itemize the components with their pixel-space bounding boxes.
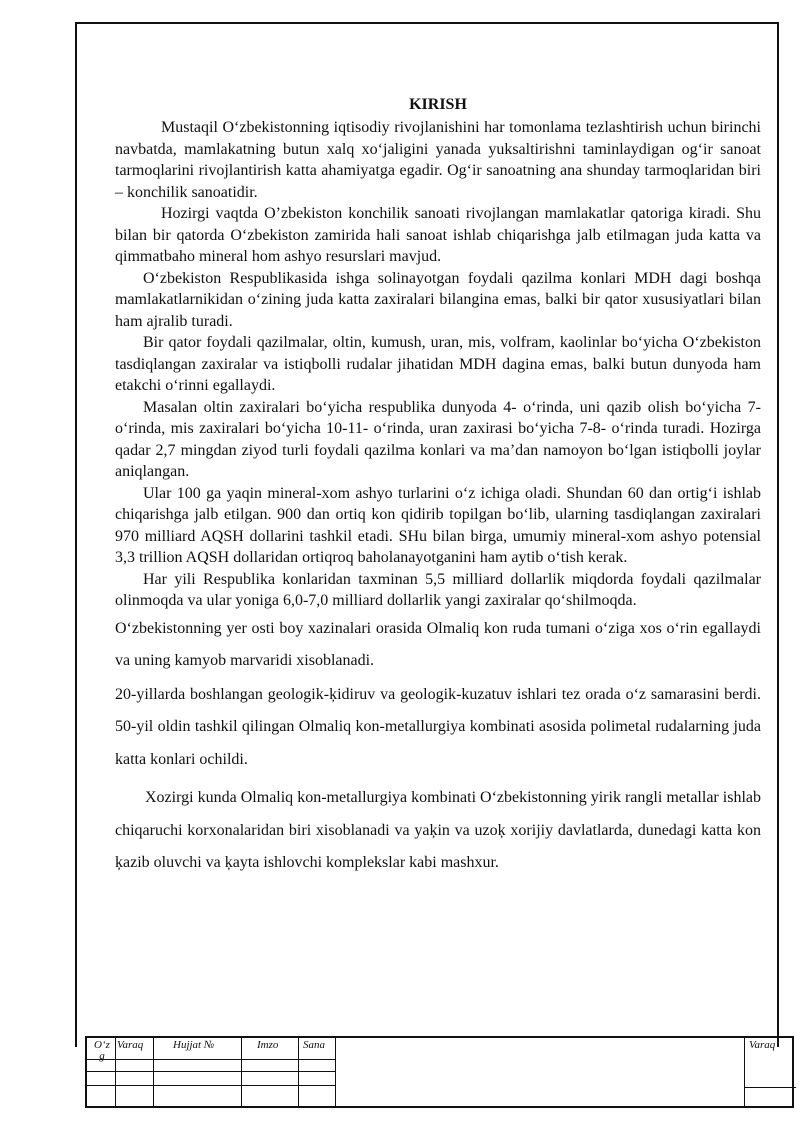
- document-body: [115, 96, 761, 880]
- stamp-label-sheet: Varaq: [117, 1039, 144, 1051]
- paragraph: 20-yillarda boshlangan geologik-ķidiruv va geologik-kuzatuv ishlari tez orada o‘z samarasini berdi. 50-yil oldin tashkil qilingan Olmaliq kon-metallurgiya kombinati asosida polimetal rudalarning juda katta konlari ochildi.: [115, 685, 761, 768]
- stamp-label-date: Sana: [303, 1039, 325, 1051]
- paragraph: Masalan oltin zaxiralari bo‘yicha respublika dunyoda 4- o‘rinda, uni qazib olish bo‘yicha 7- o‘rinda, mis zaxiralari bo‘yicha 10-11- o‘rinda, uran zaxirasi bo‘yicha 7-8- o‘rinda turadi. Hozirga qadar 2,7 mingdan ziyod turli foydali qazilma konlari va ma’dan namoyon bo‘lgan istiqbolli joylar aniqlangan.: [115, 398, 761, 480]
- document-title: KIRISH: [409, 96, 467, 113]
- paragraph: Xozirgi kunda Olmaliq kon-metallurgiya kombinati O‘zbekistonning yirik rangli metallar ishlab chiqaruchi korxonalaridan biri xisoblanadi va yaķin va uzoķ xorijiy davlatlarda, dunedagi katta kon ķazib oluvchi va ķayta ishlovchi komplekslar kabi mashxur.: [115, 789, 761, 871]
- title-block: [85, 1036, 794, 1108]
- paragraph: Har yili Respublika konlaridan taxminan 5,5 milliard dollarlik miqdorda foydali qazilmalar olinmoqda va ular yoniga 6,0-7,0 milliard dollarlik yangi zaxiralar qo‘shilmoqda.: [115, 570, 761, 609]
- stamp-label-signature: Imzo: [257, 1039, 279, 1051]
- paragraph: O‘zbekiston Respublikasida ishga solinayotgan foydali qazilma konlari MDH dagi boshqa mamlakatlarnikidan o‘zining juda katta zaxiralari bilangina emas, balki bir qator xususiyatlari bilan ham ajralib turadi.: [115, 269, 761, 330]
- stamp-label-change: O‘z g: [94, 1039, 110, 1062]
- paragraph: Hozirgi vaqtda O’zbekiston konchilik sanoati rivojlangan mamlakatlar qatoriga kiradi. Shu bilan bir qatorda O‘zbekiston zamirida hali sanoat ishlab chiqarishga jalb etilmagan juda katta va qimmatbaho mineral hom ashyo resurslari mavjud.: [115, 205, 761, 265]
- stamp-label-document-number: Hujjat №: [173, 1039, 215, 1051]
- paragraph: Bir qator foydali qazilmalar, oltin, kumush, uran, mis, volfram, kaolinlar bo‘yicha O‘zbekiston tasdiqlangan zaxiralar va istiqbolli rudalar jihatidan MDH dagina emas, balki butun dunyoda ham etakchi o‘rinni egallaydi.: [115, 334, 761, 394]
- stamp-label-sheet-number: Varaq: [749, 1039, 776, 1051]
- paragraph: Mustaqil O‘zbekistonning iqtisodiy rivojlanishini har tomonlama tezlashtirish uchun birinchi navbatda, mamlakatning butun xalq xo‘jaligini yanada yuksaltirishni taminlaydigan og‘ir sanoat tarmoqlarini rivojlantirish katta ahamiyatga egadir. Og‘ir sanoatning ana shunday tarmoqlaridan biri – konchilik sanoatidir.: [115, 119, 761, 201]
- paragraph: O‘zbekistonning yer osti boy xazinalari orasida Olmaliq kon ruda tumani o‘ziga xos o‘rin egallaydi va uning kamyob marvaridi xisoblanadi.: [115, 619, 761, 669]
- paragraph: Ular 100 ga yaqin mineral-xom ashyo turlarini o‘z ichiga oladi. Shundan 60 dan ortig‘i ishlab chiqarishga jalb etilgan. 900 dan ortiq kon qidirib topilgan bo‘lib, ularning tasdiqlangan zaxiralari 970 milliard AQSH dollarini tashkil etadi. SHu bilan birga, umumiy mineral-xom ashyo potensial 3,3 trillion AQSH dollaridan ortiqroq baholanayotganini ham aytib o‘tish kerak.: [115, 484, 761, 566]
